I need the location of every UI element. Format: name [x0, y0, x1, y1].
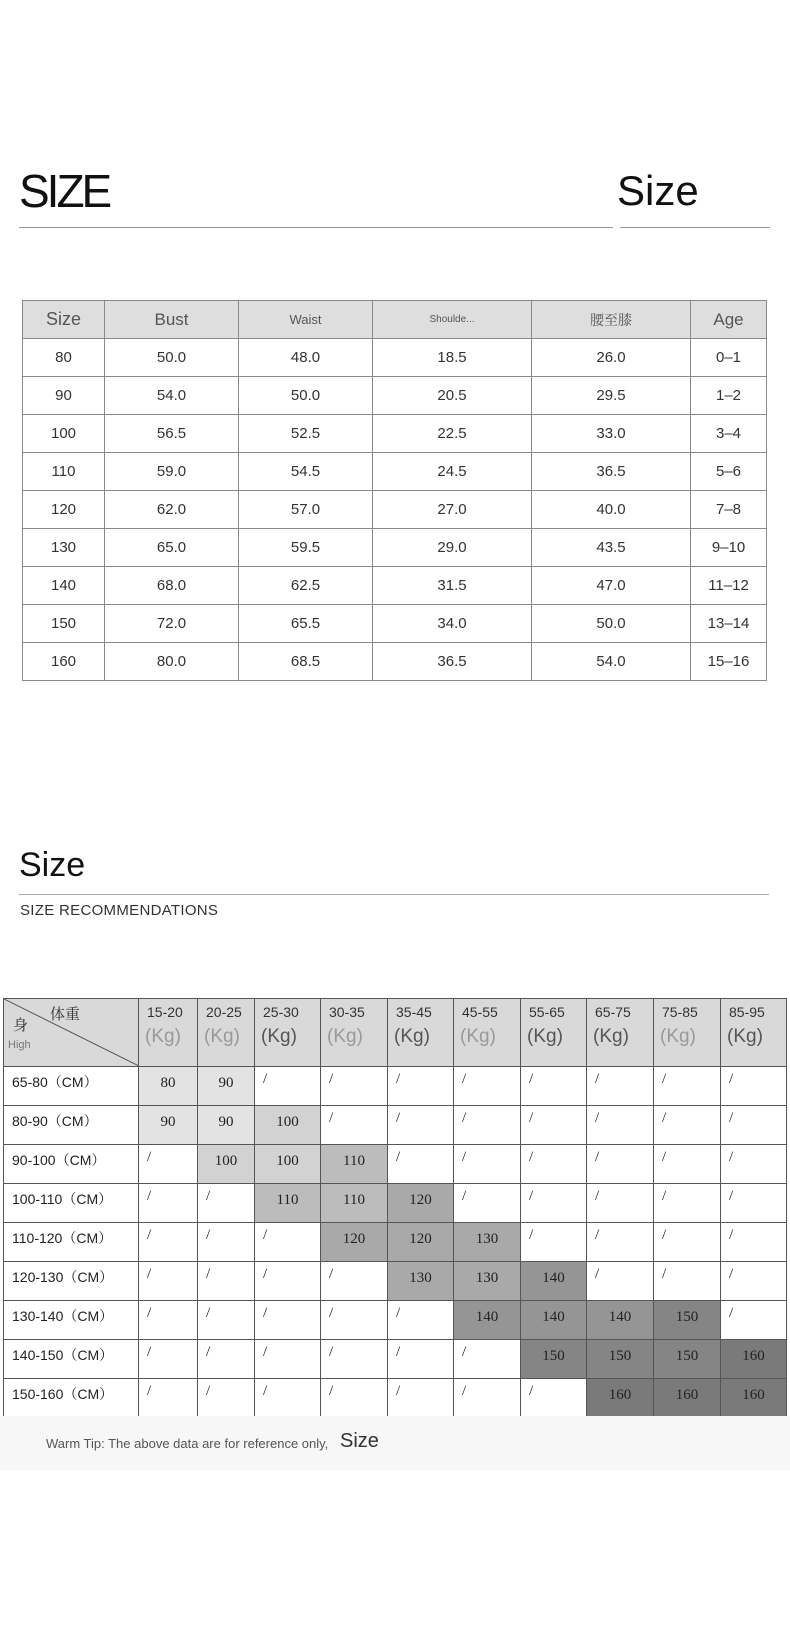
header-divider-left — [19, 227, 613, 228]
footer-size-text: Size — [340, 1430, 379, 1452]
size-chart-cell: 1–2 — [691, 377, 767, 415]
not-applicable-cell: / — [198, 1301, 255, 1340]
size-chart-cell: 90 — [23, 377, 105, 415]
header-age: Age — [691, 301, 767, 339]
height-range-cell: 110-120（CM） — [4, 1223, 139, 1262]
height-range-cell: 80-90（CM） — [4, 1106, 139, 1145]
size-chart-cell: 7–8 — [691, 491, 767, 529]
recommended-size-cell: 120 — [388, 1184, 454, 1223]
weight-range-label: 30-35 — [329, 1004, 365, 1020]
not-applicable-cell: / — [255, 1379, 321, 1418]
size-chart-cell: 47.0 — [532, 567, 691, 605]
size-chart-cell: 27.0 — [373, 491, 532, 529]
size-chart-cell: 13–14 — [691, 605, 767, 643]
not-applicable-cell: / — [198, 1340, 255, 1379]
not-applicable-cell: / — [139, 1145, 198, 1184]
not-applicable-cell: / — [654, 1106, 721, 1145]
size-chart-cell: 65.0 — [105, 529, 239, 567]
recommendation-row — [4, 1184, 787, 1223]
recommended-size-cell: 100 — [198, 1145, 255, 1184]
weight-header-cell — [139, 999, 198, 1067]
recommended-size-cell: 130 — [454, 1223, 521, 1262]
not-applicable-cell: / — [388, 1145, 454, 1184]
not-applicable-cell: / — [321, 1067, 388, 1106]
size-chart-cell: 50.0 — [532, 605, 691, 643]
not-applicable-cell: / — [454, 1379, 521, 1418]
size-chart-cell: 65.5 — [239, 605, 373, 643]
size-chart-cell: 54.0 — [532, 643, 691, 681]
not-applicable-cell: / — [198, 1223, 255, 1262]
size-chart-row — [23, 643, 767, 681]
not-applicable-cell: / — [521, 1379, 587, 1418]
weight-unit-label: (Kg) — [204, 1026, 240, 1047]
size-chart-cell: 3–4 — [691, 415, 767, 453]
recommendations-divider — [19, 894, 769, 895]
size-chart-header-row — [23, 301, 767, 339]
not-applicable-cell: / — [255, 1262, 321, 1301]
corner-cell — [4, 999, 139, 1067]
size-chart-row — [23, 377, 767, 415]
size-chart-cell: 50.0 — [239, 377, 373, 415]
recommended-size-cell: 150 — [587, 1340, 654, 1379]
size-chart-cell: 54.5 — [239, 453, 373, 491]
not-applicable-cell: / — [255, 1340, 321, 1379]
size-chart-cell: 140 — [23, 567, 105, 605]
size-chart-cell: 24.5 — [373, 453, 532, 491]
recommendations-subtitle: SIZE RECOMMENDATIONS — [20, 902, 219, 919]
weight-range-label: 85-95 — [729, 1004, 765, 1020]
height-range-cell: 150-160（CM） — [4, 1379, 139, 1418]
not-applicable-cell: / — [388, 1379, 454, 1418]
recommended-size-cell: 110 — [321, 1184, 388, 1223]
size-chart-cell: 11–12 — [691, 567, 767, 605]
not-applicable-cell: / — [454, 1184, 521, 1223]
footer-bar — [0, 1416, 790, 1470]
corner-high-label: High — [8, 1039, 31, 1051]
size-chart-cell: 80 — [23, 339, 105, 377]
weight-unit-label: (Kg) — [593, 1026, 629, 1047]
not-applicable-cell: / — [139, 1262, 198, 1301]
not-applicable-cell: / — [388, 1106, 454, 1145]
not-applicable-cell: / — [454, 1106, 521, 1145]
recommendation-row — [4, 1067, 787, 1106]
not-applicable-cell: / — [139, 1301, 198, 1340]
size-chart-cell: 62.0 — [105, 491, 239, 529]
height-range-cell: 65-80（CM） — [4, 1067, 139, 1106]
size-chart-cell: 31.5 — [373, 567, 532, 605]
weight-unit-label: (Kg) — [145, 1026, 181, 1047]
weight-header-cell — [388, 999, 454, 1067]
recommended-size-cell: 110 — [255, 1184, 321, 1223]
not-applicable-cell: / — [521, 1106, 587, 1145]
size-chart-cell: 18.5 — [373, 339, 532, 377]
size-chart-cell: 68.0 — [105, 567, 239, 605]
not-applicable-cell: / — [721, 1223, 787, 1262]
size-chart-row — [23, 491, 767, 529]
not-applicable-cell: / — [388, 1067, 454, 1106]
not-applicable-cell: / — [454, 1067, 521, 1106]
not-applicable-cell: / — [198, 1379, 255, 1418]
recommended-size-cell: 110 — [321, 1145, 388, 1184]
size-chart-cell: 150 — [23, 605, 105, 643]
not-applicable-cell: / — [255, 1067, 321, 1106]
recommendation-row — [4, 1262, 787, 1301]
height-range-cell: 130-140（CM） — [4, 1301, 139, 1340]
recommended-size-cell: 160 — [587, 1379, 654, 1418]
recommended-size-cell: 160 — [654, 1379, 721, 1418]
size-chart-cell: 20.5 — [373, 377, 532, 415]
not-applicable-cell: / — [654, 1262, 721, 1301]
weight-unit-label: (Kg) — [527, 1026, 563, 1047]
size-chart-cell: 56.5 — [105, 415, 239, 453]
recommended-size-cell: 120 — [388, 1223, 454, 1262]
not-applicable-cell: / — [721, 1145, 787, 1184]
not-applicable-cell: / — [198, 1184, 255, 1223]
not-applicable-cell: / — [521, 1223, 587, 1262]
size-chart-cell: 36.5 — [532, 453, 691, 491]
size-chart-cell: 59.0 — [105, 453, 239, 491]
header-size: Size — [23, 301, 105, 339]
weight-header-cell — [587, 999, 654, 1067]
recommended-size-cell: 120 — [321, 1223, 388, 1262]
recommended-size-cell: 100 — [255, 1145, 321, 1184]
recommendation-row — [4, 1379, 787, 1418]
not-applicable-cell: / — [388, 1340, 454, 1379]
size-chart-cell: 36.5 — [373, 643, 532, 681]
size-chart-cell: 9–10 — [691, 529, 767, 567]
not-applicable-cell: / — [587, 1184, 654, 1223]
size-chart-row — [23, 339, 767, 377]
not-applicable-cell: / — [388, 1301, 454, 1340]
not-applicable-cell: / — [255, 1223, 321, 1262]
not-applicable-cell: / — [587, 1106, 654, 1145]
weight-range-label: 35-45 — [396, 1004, 432, 1020]
size-chart-cell: 34.0 — [373, 605, 532, 643]
recommended-size-cell: 160 — [721, 1379, 787, 1418]
height-range-cell: 120-130（CM） — [4, 1262, 139, 1301]
not-applicable-cell: / — [521, 1067, 587, 1106]
not-applicable-cell: / — [454, 1340, 521, 1379]
weight-unit-label: (Kg) — [327, 1026, 363, 1047]
size-chart-cell: 80.0 — [105, 643, 239, 681]
recommended-size-cell: 140 — [454, 1301, 521, 1340]
size-chart-cell: 100 — [23, 415, 105, 453]
size-recommendation-table — [3, 998, 787, 1418]
header-shoulder: Shoulde... — [373, 301, 532, 339]
size-chart-row — [23, 605, 767, 643]
size-chart-cell: 130 — [23, 529, 105, 567]
header-divider-right — [620, 227, 770, 228]
size-chart-cell: 72.0 — [105, 605, 239, 643]
not-applicable-cell: / — [654, 1145, 721, 1184]
recommendation-row — [4, 1106, 787, 1145]
size-chart-cell: 15–16 — [691, 643, 767, 681]
size-chart-row — [23, 415, 767, 453]
weight-header-cell — [255, 999, 321, 1067]
recommended-size-cell: 140 — [521, 1262, 587, 1301]
weight-header-cell — [654, 999, 721, 1067]
weight-range-label: 55-65 — [529, 1004, 565, 1020]
size-chart-cell: 57.0 — [239, 491, 373, 529]
header-bust: Bust — [105, 301, 239, 339]
size-chart-cell: 59.5 — [239, 529, 373, 567]
size-chart-row — [23, 529, 767, 567]
not-applicable-cell: / — [139, 1184, 198, 1223]
weight-unit-label: (Kg) — [261, 1026, 297, 1047]
size-chart-cell: 40.0 — [532, 491, 691, 529]
recommended-size-cell: 130 — [454, 1262, 521, 1301]
corner-weight-label: 体重 — [50, 1005, 81, 1023]
not-applicable-cell: / — [321, 1340, 388, 1379]
not-applicable-cell: / — [654, 1223, 721, 1262]
size-chart-table — [22, 300, 767, 681]
warm-tip-text: Warm Tip: The above data are for reference only, — [46, 1436, 329, 1451]
weight-range-label: 20-25 — [206, 1004, 242, 1020]
not-applicable-cell: / — [139, 1340, 198, 1379]
not-applicable-cell: / — [721, 1184, 787, 1223]
not-applicable-cell: / — [521, 1145, 587, 1184]
not-applicable-cell: / — [587, 1223, 654, 1262]
size-chart-cell: 48.0 — [239, 339, 373, 377]
not-applicable-cell: / — [587, 1145, 654, 1184]
header-waist: Waist — [239, 301, 373, 339]
not-applicable-cell: / — [587, 1262, 654, 1301]
not-applicable-cell: / — [721, 1106, 787, 1145]
size-chart-cell: 0–1 — [691, 339, 767, 377]
recommended-size-cell: 150 — [654, 1340, 721, 1379]
corner-body-label: 身 — [13, 1016, 29, 1034]
weight-header-cell — [521, 999, 587, 1067]
height-range-cell: 100-110（CM） — [4, 1184, 139, 1223]
not-applicable-cell: / — [654, 1067, 721, 1106]
recommended-size-cell: 130 — [388, 1262, 454, 1301]
size-heading-right: Size — [617, 167, 699, 214]
not-applicable-cell: / — [454, 1145, 521, 1184]
not-applicable-cell: / — [139, 1223, 198, 1262]
not-applicable-cell: / — [587, 1067, 654, 1106]
recommendation-row — [4, 1145, 787, 1184]
weight-header-cell — [721, 999, 787, 1067]
not-applicable-cell: / — [721, 1301, 787, 1340]
recommendation-header-row — [4, 999, 787, 1067]
recommended-size-cell: 90 — [139, 1106, 198, 1145]
weight-range-label: 65-75 — [595, 1004, 631, 1020]
recommended-size-cell: 140 — [521, 1301, 587, 1340]
weight-header-cell — [198, 999, 255, 1067]
not-applicable-cell: / — [321, 1106, 388, 1145]
size-chart-row — [23, 453, 767, 491]
not-applicable-cell: / — [654, 1184, 721, 1223]
recommended-size-cell: 80 — [139, 1067, 198, 1106]
weight-unit-label: (Kg) — [460, 1026, 496, 1047]
size-chart-cell: 26.0 — [532, 339, 691, 377]
size-chart-cell: 54.0 — [105, 377, 239, 415]
not-applicable-cell: / — [321, 1301, 388, 1340]
height-range-cell: 90-100（CM） — [4, 1145, 139, 1184]
size-chart-cell: 5–6 — [691, 453, 767, 491]
size-chart-row — [23, 567, 767, 605]
not-applicable-cell: / — [521, 1184, 587, 1223]
recommendation-row — [4, 1301, 787, 1340]
size-chart-cell: 22.5 — [373, 415, 532, 453]
size-chart-cell: 62.5 — [239, 567, 373, 605]
not-applicable-cell: / — [198, 1262, 255, 1301]
size-chart-cell: 29.5 — [532, 377, 691, 415]
not-applicable-cell: / — [721, 1262, 787, 1301]
size-chart-cell: 68.5 — [239, 643, 373, 681]
not-applicable-cell: / — [321, 1379, 388, 1418]
size-chart-cell: 29.0 — [373, 529, 532, 567]
recommendation-row — [4, 1340, 787, 1379]
height-range-cell: 140-150（CM） — [4, 1340, 139, 1379]
size-chart-cell: 110 — [23, 453, 105, 491]
weight-header-cell — [321, 999, 388, 1067]
weight-range-label: 75-85 — [662, 1004, 698, 1020]
weight-unit-label: (Kg) — [727, 1026, 763, 1047]
size-chart-cell: 160 — [23, 643, 105, 681]
size-chart-cell: 33.0 — [532, 415, 691, 453]
recommended-size-cell: 160 — [721, 1340, 787, 1379]
recommendations-title: Size — [19, 846, 86, 884]
recommended-size-cell: 90 — [198, 1067, 255, 1106]
recommended-size-cell: 100 — [255, 1106, 321, 1145]
weight-range-label: 45-55 — [462, 1004, 498, 1020]
size-heading-left: SIZE — [19, 165, 110, 217]
not-applicable-cell: / — [255, 1301, 321, 1340]
recommended-size-cell: 90 — [198, 1106, 255, 1145]
weight-unit-label: (Kg) — [394, 1026, 430, 1047]
weight-header-cell — [454, 999, 521, 1067]
not-applicable-cell: / — [721, 1067, 787, 1106]
size-chart-cell: 43.5 — [532, 529, 691, 567]
size-chart-cell: 52.5 — [239, 415, 373, 453]
recommended-size-cell: 140 — [587, 1301, 654, 1340]
recommendation-row — [4, 1223, 787, 1262]
size-chart-cell: 120 — [23, 491, 105, 529]
weight-range-label: 15-20 — [147, 1004, 183, 1020]
recommended-size-cell: 150 — [654, 1301, 721, 1340]
not-applicable-cell: / — [139, 1379, 198, 1418]
header-waist-to-knee: 腰至膝 — [532, 301, 691, 339]
size-chart-cell: 50.0 — [105, 339, 239, 377]
recommended-size-cell: 150 — [521, 1340, 587, 1379]
weight-range-label: 25-30 — [263, 1004, 299, 1020]
not-applicable-cell: / — [321, 1262, 388, 1301]
weight-unit-label: (Kg) — [660, 1026, 696, 1047]
